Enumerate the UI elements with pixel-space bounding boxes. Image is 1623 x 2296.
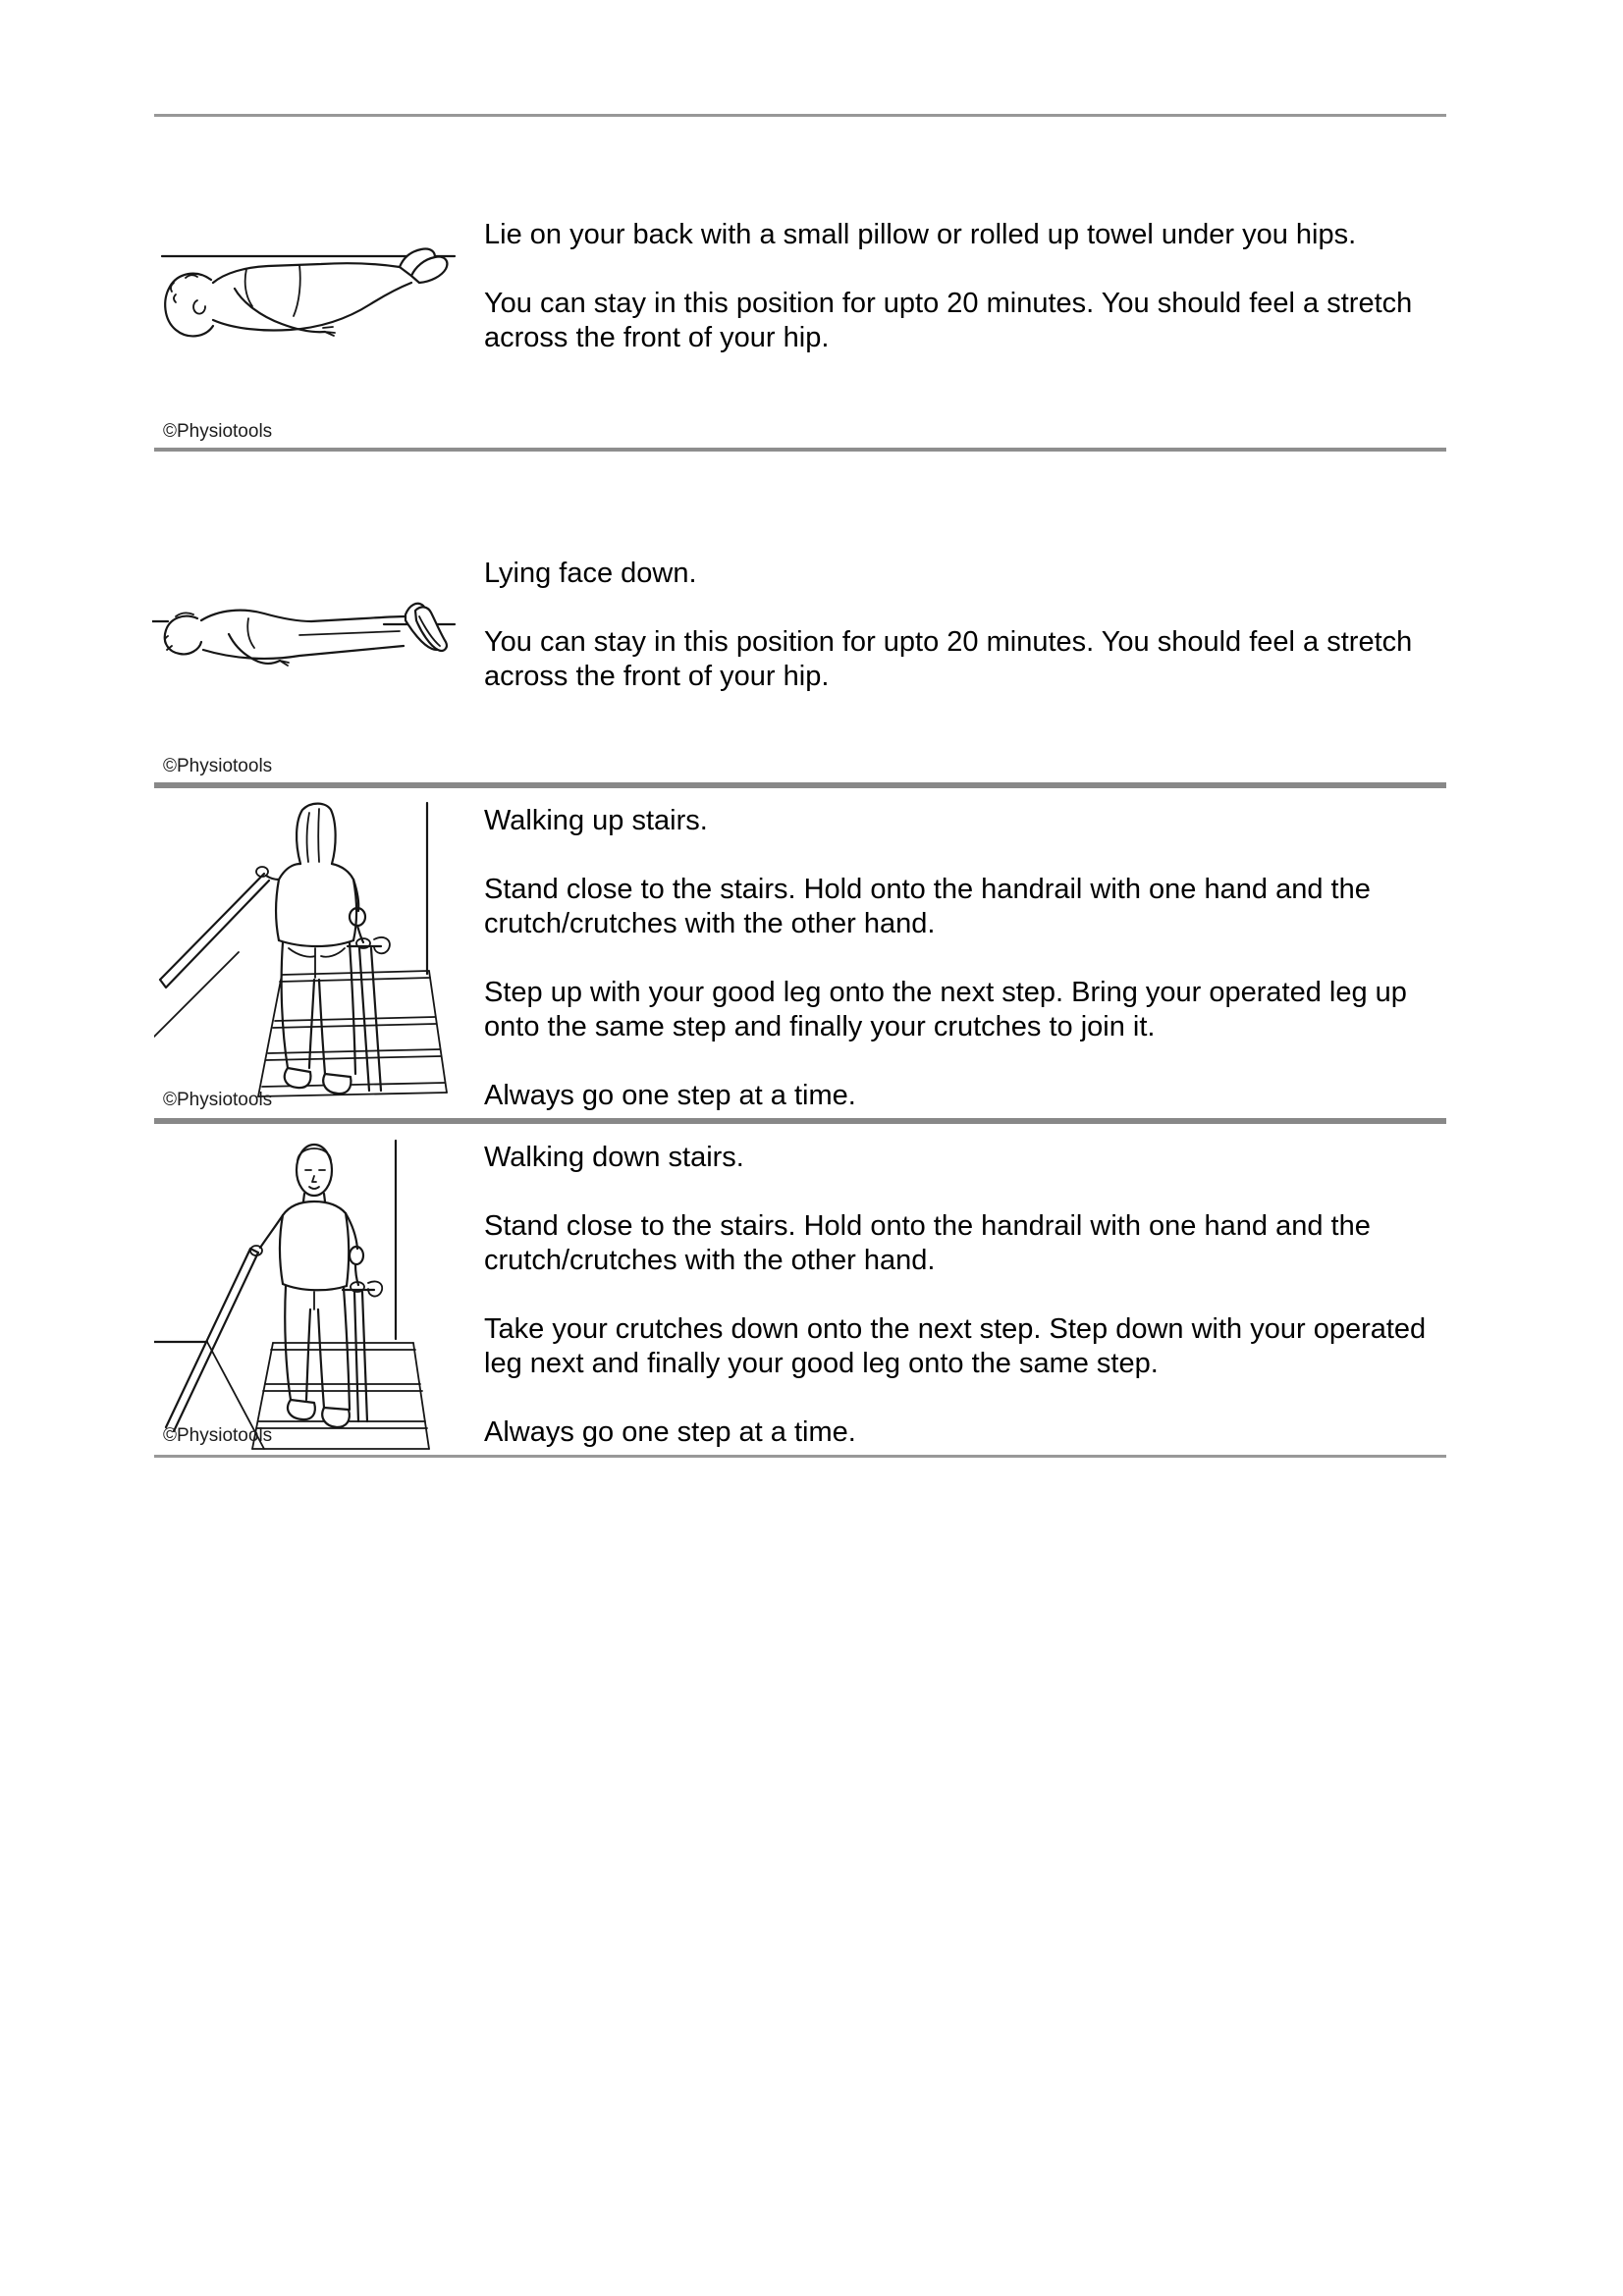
instruction-paragraph: Walking down stairs.	[484, 1142, 744, 1173]
section-divider-4	[154, 1455, 1446, 1458]
illustration-walking-up-stairs	[154, 801, 459, 1100]
illustration-lying-face-down	[152, 595, 460, 681]
illustration-lying-on-back	[152, 245, 460, 347]
section-divider-2	[154, 782, 1446, 788]
instruction-paragraph: Take your crutches down onto the next step. Step down with your operated leg next and finally your good leg onto the same step.	[484, 1313, 1427, 1379]
instruction-paragraph: Lie on your back with a small pillow or rolled up towel under you hips.	[484, 219, 1357, 250]
instruction-paragraph: Stand close to the stairs. Hold onto the handrail with one hand and the crutch/crutches with the other hand.	[484, 1210, 1371, 1276]
exercise-text-3	[484, 804, 1451, 1113]
instruction-paragraph: You can stay in this position for upto 20 minutes. You should feel a stretch across the front of your hip.	[484, 626, 1413, 692]
exercise-text-4	[484, 1141, 1451, 1450]
section-divider-1	[154, 448, 1446, 452]
credit-label: ©Physiotools	[163, 421, 273, 442]
instruction-paragraph: Walking up stairs.	[484, 805, 708, 836]
instruction-paragraph: You can stay in this position for upto 20 minutes. You should feel a stretch across the front of your hip.	[484, 288, 1413, 353]
credit-label: ©Physiotools	[163, 1425, 273, 1446]
illustration-walking-down-stairs	[154, 1137, 459, 1453]
credit-label: ©Physiotools	[163, 1090, 273, 1110]
section-divider-3	[154, 1118, 1446, 1124]
instruction-paragraph: Always go one step at a time.	[484, 1080, 856, 1111]
exercise-text-1	[484, 218, 1451, 355]
exercise-text-2	[484, 557, 1451, 694]
page-top-rule	[154, 114, 1446, 117]
instruction-paragraph: Stand close to the stairs. Hold onto the handrail with one hand and the crutch/crutches with the other hand.	[484, 874, 1371, 939]
instruction-paragraph: Step up with your good leg onto the next step. Bring your operated leg up onto the same step and finally your crutches to join it.	[484, 977, 1407, 1042]
instruction-paragraph: Always go one step at a time.	[484, 1416, 856, 1448]
credit-label: ©Physiotools	[163, 756, 273, 776]
instruction-paragraph: Lying face down.	[484, 558, 697, 589]
